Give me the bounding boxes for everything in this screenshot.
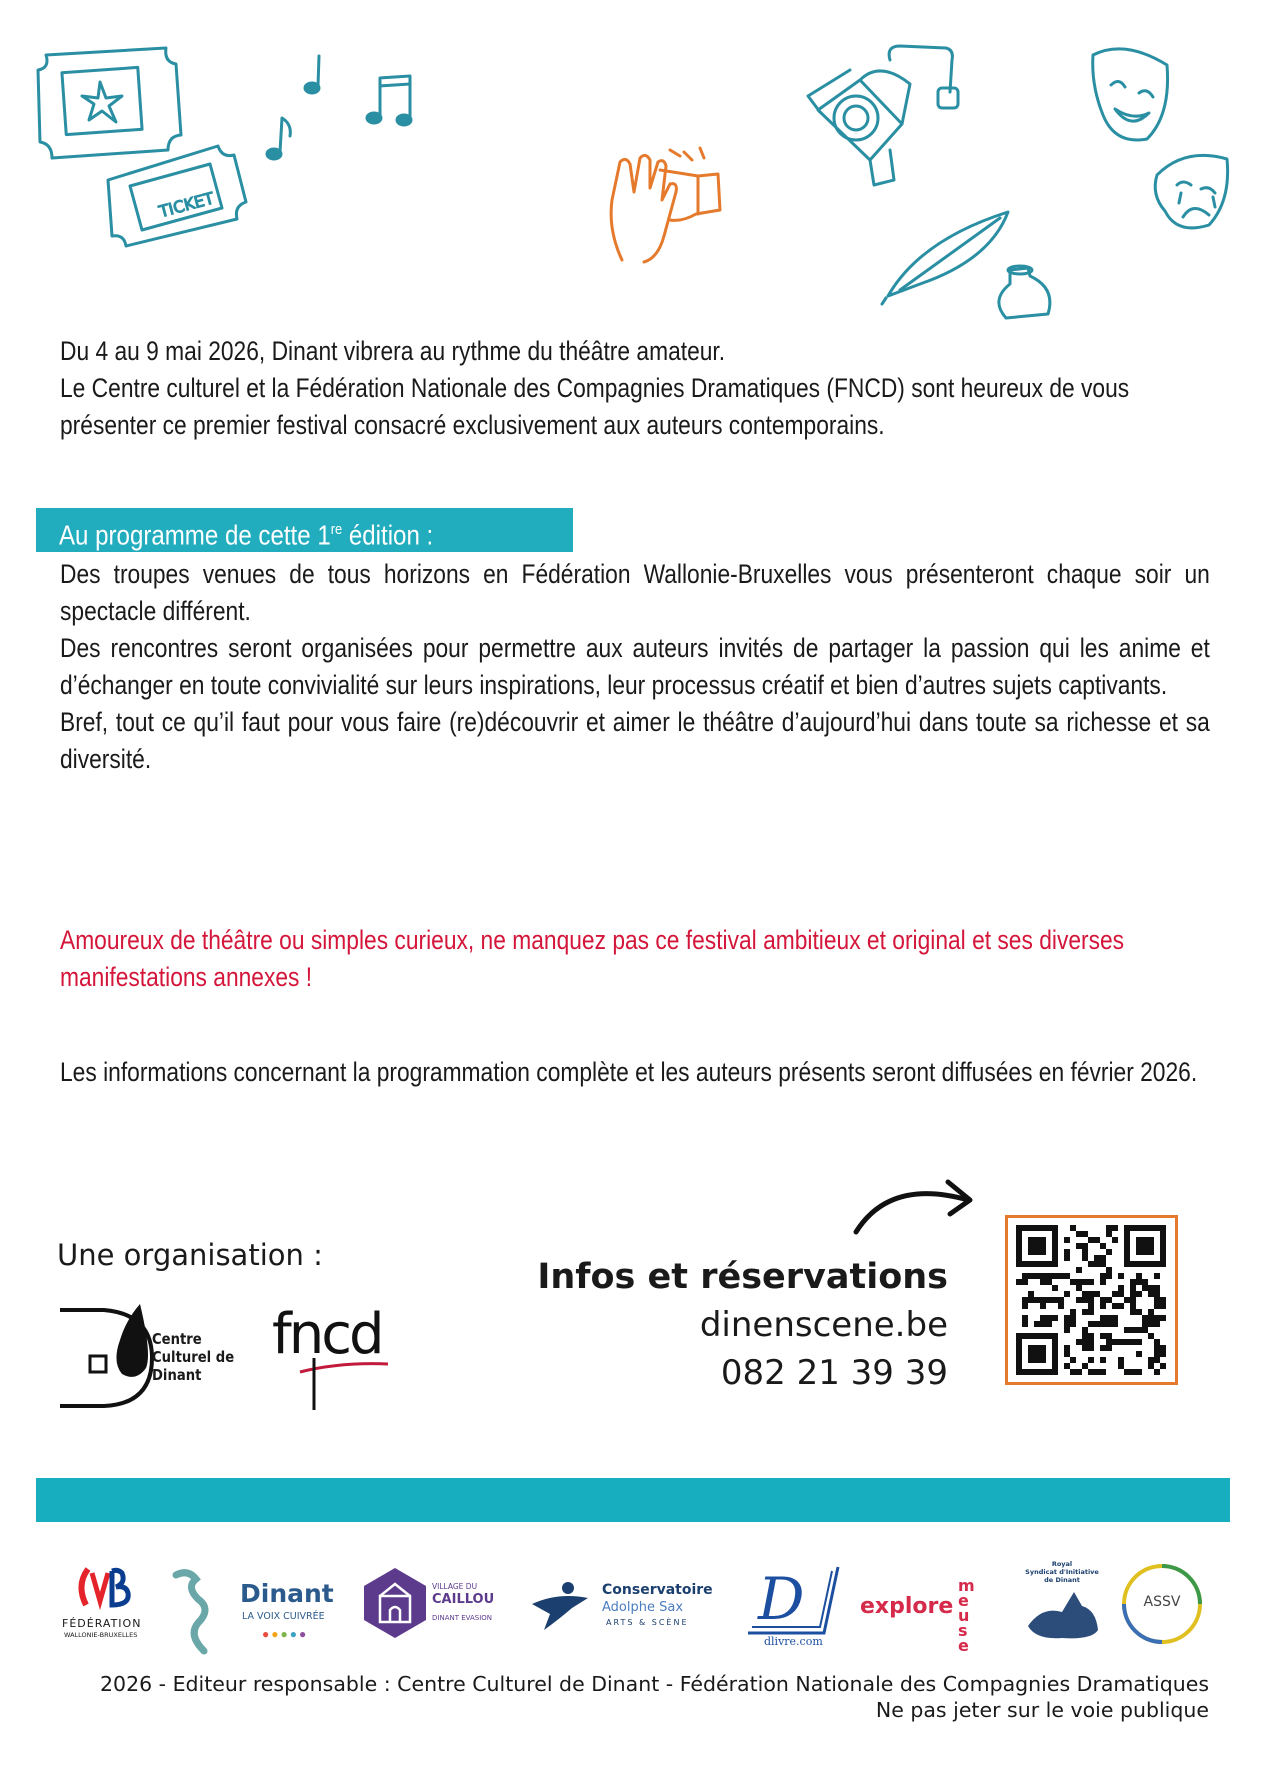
spotlight-icon [790,40,960,190]
caillou-logo [362,1566,512,1642]
syndicat-line-1: Royal [1051,1560,1073,1568]
dancer-icon [528,1578,598,1634]
programme-rencontres: Des rencontres seront organisées pour permettre aux auteurs invités de partager la passion qui les anime et d’échanger en toute convivialité sur leurs inspirations, leur processus créatif et bien d’autres sujets captivants. [60,633,1210,700]
music-notes-icon [262,50,422,170]
assv-label: ASSV [1143,1594,1181,1610]
caillou-top: VILLAGE DU [432,1582,478,1591]
contact-title: Infos et réservations [537,1257,948,1297]
ccd-line-1: Centre [152,1330,202,1348]
syndicat-line-2: Syndicat d'Initiative [1025,1568,1099,1576]
programme-paragraph [60,556,1210,778]
arrow-icon [850,1170,980,1240]
caillou-sub: DINANT EVASION [432,1614,493,1622]
contact-website[interactable]: dinenscene.be [699,1305,948,1345]
fwb-sub: WALLONIE-BRUXELLES [64,1631,138,1639]
dinant-river-icon [168,1565,234,1655]
ticket-icon [100,140,250,250]
conservatoire-logo [528,1578,713,1638]
fncd-mark-icon [270,1302,390,1412]
svg-text:TICKET: TICKET [156,188,216,222]
arts-scene-label: ARTS & SCÈNE [606,1618,689,1627]
footer-editor: 2026 - Editeur responsable : Centre Culturel de Dinant - Fédération Nationale des Compagnies Dramatiques [99,1672,1209,1696]
contact-block [537,1253,948,1397]
info-note: Les informations concernant la programmation complète et les auteurs présents seront diffusées en février 2026. [60,1057,1198,1087]
fncd-text: fncd [272,1302,382,1367]
programme-bref: Bref, tout ce qu’il faut pour vous faire (re)découvrir et aimer le théâtre d’aujourd’hui dans toute sa richesse et sa diversité. [60,707,1210,774]
intro-paragraph [60,333,1210,444]
dinant-label: Dinant [240,1579,334,1608]
fwb-label: FÉDÉRATION [62,1617,142,1630]
programme-heading: Au programme de cette 1re édition : [59,519,434,551]
ccd-emblem-icon [56,1300,156,1410]
intro-line-2: Le Centre culturel et la Fédération Nationale des Compagnies Dramatiques (FNCD) sont heureux de vous présenter ce premier festival consacré exclusivement aux auteurs contemporains. [60,373,1130,440]
adolphe-sax-label: Adolphe Sax [602,1600,684,1615]
syndicat-initiative-logo [1022,1560,1102,1640]
ccd-line-3: Dinant [152,1366,202,1384]
qr-code[interactable] [1005,1215,1178,1385]
syndicat-line-3: de Dinant [1044,1576,1080,1584]
centre-culturel-dinant-logo [56,1300,266,1410]
dlivre-book-icon [742,1561,842,1637]
caillou-hexagon-icon [362,1566,428,1640]
dlivre-url: dlivre.com [764,1635,823,1648]
callout-text: Amoureux de théâtre ou simples curieux, ne manquez pas ce festival ambitieux et original et ses diverses manifestations annexes ! [60,925,1125,992]
caillou-label: CAILLOU [432,1592,495,1607]
svg-text:D: D [758,1565,805,1633]
dlivre-logo [742,1561,842,1651]
fncd-logo [270,1302,390,1412]
intro-line-1: Du 4 au 9 mai 2026, Dinant vibrera au rythme du théâtre amateur. [60,336,726,366]
theatre-masks-icon [1085,35,1235,245]
conservatoire-label: Conservatoire [602,1582,713,1598]
explore-meuse-logo [860,1576,1000,1655]
fwb-logo [62,1565,157,1645]
qr-code-icon [1016,1225,1166,1375]
header-illustrations [0,0,1266,330]
ccd-line-2: Culturel de [152,1348,235,1366]
assv-logo [1120,1562,1204,1646]
fwb-emblem-icon [74,1565,134,1611]
organisation-label: Une organisation : [57,1238,323,1272]
meuse-label: meuse [958,1576,975,1655]
quill-inkwell-icon [880,200,1060,330]
dinant-sub: LA VOIX CUIVRÉE [242,1611,325,1622]
footer-notice: Ne pas jeter sur le voie publique [875,1698,1209,1722]
clapping-hands-icon [600,140,730,270]
explore-label: explore [860,1594,954,1619]
dinant-dots: ●●●●● [262,1627,309,1641]
programme-troupes: Des troupes venues de tous horizons en Fédération Wallonie-Bruxelles vous présenteront chaque soir un spectacle différent. [60,559,1210,626]
footer [100,1671,1209,1723]
contact-phone[interactable]: 082 21 39 39 [720,1353,948,1393]
rock-bayard-icon [1022,1586,1102,1642]
footer-band [36,1478,1230,1522]
dinant-logo [168,1565,348,1655]
